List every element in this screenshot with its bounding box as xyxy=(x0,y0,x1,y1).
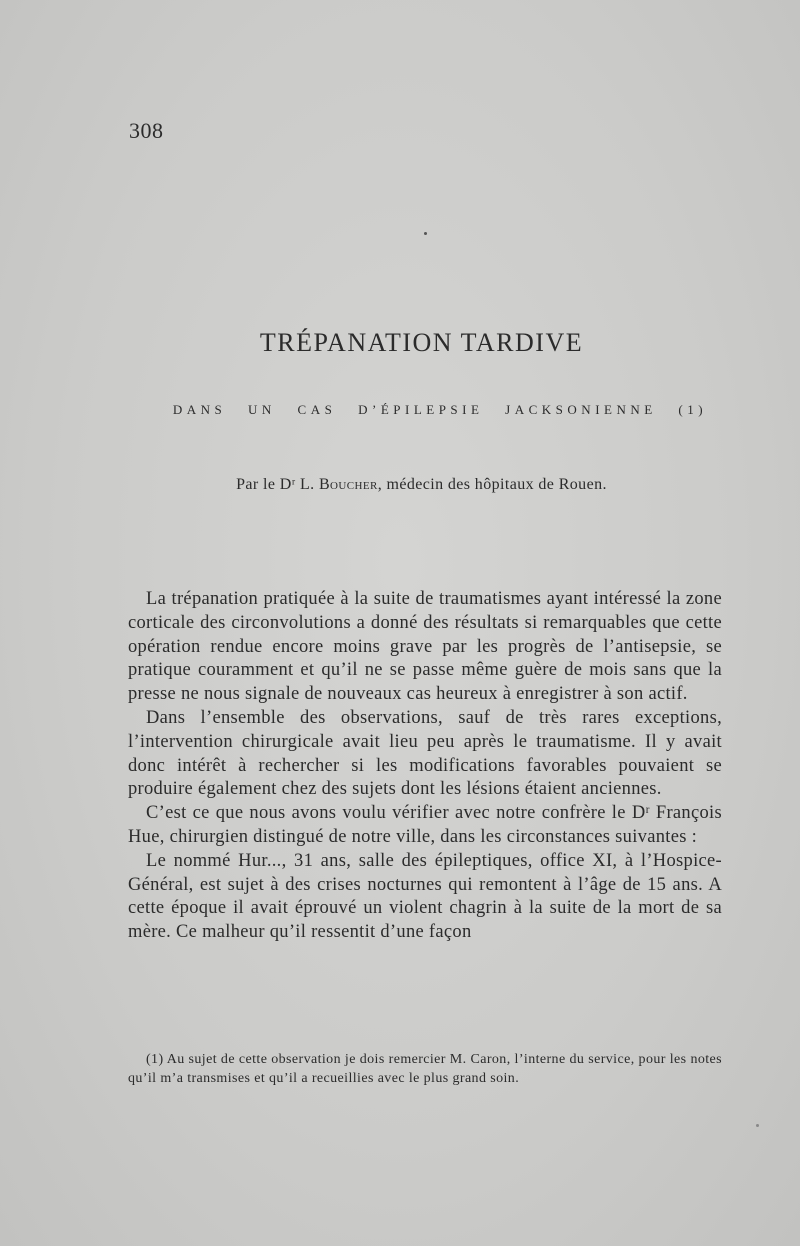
byline-author: Boucher xyxy=(318,476,378,493)
byline xyxy=(0,476,800,494)
paper-speck xyxy=(756,1124,759,1127)
article-subtitle: DANS UN CAS D’ÉPILEPSIE JACKSONIENNE (1) xyxy=(172,402,708,417)
body-text xyxy=(128,588,722,945)
article-title: TRÉPANATION TARDIVE xyxy=(259,328,584,357)
byline-suffix: , médecin des hôpitaux de Rouen. xyxy=(377,476,607,493)
paragraph: La trépanation pratiquée à la suite de traumatismes ayant intéressé la zone corticale des circonvolutions a donné des résultats si remarquables que cette opération rendue encore moins grave par les progrès de l’antisepsie, se pratique couramment et qu’il ne se passe même guère de mois sans que la presse ne nous signale de nouveaux cas heureux à enregistrer à son actif. xyxy=(128,589,722,705)
paper-speck xyxy=(424,232,427,235)
paragraph: Dans l’ensemble des observations, sauf de très rares exceptions, l’intervention chirurgicale avait lieu peu après le traumatisme. Il y avait donc intérêt à rechercher si les modifications favorables pouvaient se produire également chez des sujets dont les lésions étaient anciennes. xyxy=(128,707,722,800)
paragraph: Le nommé Hur..., 31 ans, salle des épileptiques, office XI, à l’Hospice-Général, est sujet à des crises nocturnes qui remontent à l’âge de 15 ans. A cette époque il avait éprouvé un violent chagrin à la suite de la mort de sa mère. Ce malheur qu’il ressentit d’une façon xyxy=(128,850,722,943)
paragraph: C’est ce que nous avons voulu vérifier avec notre confrère le Dʳ François Hue, chirurgien distingué de notre ville, dans les circonstances suivantes : xyxy=(128,803,722,847)
footnote xyxy=(128,1050,722,1088)
page-number: 308 xyxy=(129,118,164,143)
footnote-text: (1) Au sujet de cette observation je dois remercier M. Caron, l’interne du service, pour les notes qu’il m’a transmises et qu’il a recueillies avec le plus grand soin. xyxy=(128,1052,722,1086)
byline-prefix: Par le Dʳ L. xyxy=(236,476,319,493)
